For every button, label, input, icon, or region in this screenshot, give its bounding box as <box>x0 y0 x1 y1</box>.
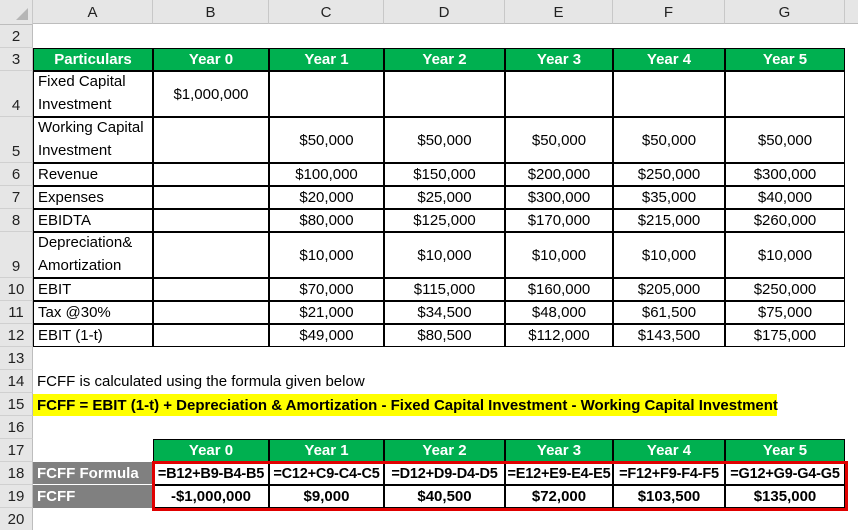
table2-header-year4[interactable]: Year 4 <box>613 439 725 462</box>
select-all-corner[interactable] <box>0 0 33 25</box>
row-header-11[interactable]: 11 <box>0 301 33 324</box>
table1-row-revenue-label[interactable]: Revenue <box>33 163 153 186</box>
row-header-19[interactable]: 19 <box>0 485 33 508</box>
table1-cell-g5[interactable]: $50,000 <box>725 117 845 163</box>
row-header-8[interactable]: 8 <box>0 209 33 232</box>
table1-row-ebidta-label[interactable]: EBIDTA <box>33 209 153 232</box>
row-header-12[interactable]: 12 <box>0 324 33 347</box>
table1-cell-d4[interactable] <box>384 71 505 117</box>
table1-cell-f5[interactable]: $50,000 <box>613 117 725 163</box>
table2-fcff-d19[interactable]: $40,500 <box>384 485 505 508</box>
table2-header-year1[interactable]: Year 1 <box>269 439 384 462</box>
table1-cell-b10[interactable] <box>153 278 269 301</box>
table1-cell-g12[interactable]: $175,000 <box>725 324 845 347</box>
table1-cell-g11[interactable]: $75,000 <box>725 301 845 324</box>
column-header-d[interactable]: D <box>384 0 505 24</box>
table1-cell-d7[interactable]: $25,000 <box>384 186 505 209</box>
row-header-15[interactable]: 15 <box>0 393 33 416</box>
table1-cell-f7[interactable]: $35,000 <box>613 186 725 209</box>
table2-fcff-c19[interactable]: $9,000 <box>269 485 384 508</box>
table1-cell-b9[interactable] <box>153 232 269 278</box>
table1-cell-f10[interactable]: $205,000 <box>613 278 725 301</box>
table2-formula-f18[interactable]: =F12+F9-F4-F5 <box>613 462 725 485</box>
row-header-5[interactable]: 5 <box>0 117 33 163</box>
column-header-b[interactable]: B <box>153 0 269 24</box>
table1-header-year2[interactable]: Year 2 <box>384 48 505 71</box>
table2-header-year3[interactable]: Year 3 <box>505 439 613 462</box>
row-header-7[interactable]: 7 <box>0 186 33 209</box>
table1-cell-d9[interactable]: $10,000 <box>384 232 505 278</box>
table1-cell-g7[interactable]: $40,000 <box>725 186 845 209</box>
table1-cell-e11[interactable]: $48,000 <box>505 301 613 324</box>
table1-cell-d5[interactable]: $50,000 <box>384 117 505 163</box>
row-header-18[interactable]: 18 <box>0 462 33 485</box>
column-header-e[interactable]: E <box>505 0 613 24</box>
table1-cell-e5[interactable]: $50,000 <box>505 117 613 163</box>
table1-cell-b4[interactable]: $1,000,000 <box>153 71 269 117</box>
table2-fcff-e19[interactable]: $72,000 <box>505 485 613 508</box>
table1-header-particulars[interactable]: Particulars <box>33 48 153 71</box>
table2-header-year2[interactable]: Year 2 <box>384 439 505 462</box>
row-header-16[interactable]: 16 <box>0 416 33 439</box>
table1-cell-f6[interactable]: $250,000 <box>613 163 725 186</box>
table1-cell-f11[interactable]: $61,500 <box>613 301 725 324</box>
table1-header-year5[interactable]: Year 5 <box>725 48 845 71</box>
table1-header-year0[interactable]: Year 0 <box>153 48 269 71</box>
table2-formula-label[interactable]: FCFF Formula <box>33 462 153 485</box>
select-all-triangle-icon <box>16 8 28 20</box>
table2-fcff-b19[interactable]: -$1,000,000 <box>153 485 269 508</box>
table1-cell-c11[interactable]: $21,000 <box>269 301 384 324</box>
table1-cell-c10[interactable]: $70,000 <box>269 278 384 301</box>
row-header-14[interactable]: 14 <box>0 370 33 393</box>
table1-cell-e10[interactable]: $160,000 <box>505 278 613 301</box>
table1-row-ebit-label[interactable]: EBIT <box>33 278 153 301</box>
table1-cell-d11[interactable]: $34,500 <box>384 301 505 324</box>
table1-cell-b6[interactable] <box>153 163 269 186</box>
table2-fcff-label[interactable]: FCFF <box>33 485 153 508</box>
fcff-formula-highlight[interactable]: FCFF = EBIT (1-t) + Depreciation & Amortization - Fixed Capital Investment - Working Capital Investment <box>33 394 777 416</box>
table1-cell-d6[interactable]: $150,000 <box>384 163 505 186</box>
table1-cell-g8[interactable]: $260,000 <box>725 209 845 232</box>
table1-cell-c9[interactable]: $10,000 <box>269 232 384 278</box>
table1-cell-e8[interactable]: $170,000 <box>505 209 613 232</box>
table1-cell-f9[interactable]: $10,000 <box>613 232 725 278</box>
row-header-6[interactable]: 6 <box>0 163 33 186</box>
table1-row-expenses-label[interactable]: Expenses <box>33 186 153 209</box>
column-header-f[interactable]: F <box>613 0 725 24</box>
row-header-2[interactable]: 2 <box>0 25 33 48</box>
row-header-3[interactable]: 3 <box>0 48 33 71</box>
table1-header-year1[interactable]: Year 1 <box>269 48 384 71</box>
row-header-4[interactable]: 4 <box>0 71 33 117</box>
table2-fcff-g19[interactable]: $135,000 <box>725 485 845 508</box>
table1-cell-d8[interactable]: $125,000 <box>384 209 505 232</box>
table2-fcff-f19[interactable]: $103,500 <box>613 485 725 508</box>
table1-cell-g6[interactable]: $300,000 <box>725 163 845 186</box>
table1-header-year3[interactable]: Year 3 <box>505 48 613 71</box>
table1-cell-c4[interactable] <box>269 71 384 117</box>
table1-cell-e7[interactable]: $300,000 <box>505 186 613 209</box>
table1-cell-f4[interactable] <box>613 71 725 117</box>
table2-formula-d18[interactable]: =D12+D9-D4-D5 <box>384 462 505 485</box>
table1-cell-b12[interactable] <box>153 324 269 347</box>
table1-cell-c8[interactable]: $80,000 <box>269 209 384 232</box>
table1-cell-b8[interactable] <box>153 209 269 232</box>
table1-header-year4[interactable]: Year 4 <box>613 48 725 71</box>
column-header-g[interactable]: G <box>725 0 845 24</box>
table1-cell-f12[interactable]: $143,500 <box>613 324 725 347</box>
table1-cell-d10[interactable]: $115,000 <box>384 278 505 301</box>
table1-cell-c5[interactable]: $50,000 <box>269 117 384 163</box>
table1-cell-c7[interactable]: $20,000 <box>269 186 384 209</box>
table1-cell-b7[interactable] <box>153 186 269 209</box>
table1-cell-e12[interactable]: $112,000 <box>505 324 613 347</box>
row-header-20[interactable]: 20 <box>0 508 33 530</box>
row-header-17[interactable]: 17 <box>0 439 33 462</box>
table1-cell-e9[interactable]: $10,000 <box>505 232 613 278</box>
table2-formula-b18[interactable]: =B12+B9-B4-B5 <box>153 462 269 485</box>
table2-header-year0[interactable]: Year 0 <box>153 439 269 462</box>
row-header-9[interactable]: 9 <box>0 232 33 278</box>
column-header-h[interactable] <box>845 0 858 24</box>
table2-formula-g18[interactable]: =G12+G9-G4-G5 <box>725 462 845 485</box>
table2-formula-e18[interactable]: =E12+E9-E4-E5 <box>505 462 613 485</box>
table1-row-depreciation-label[interactable]: Depreciation& Amortization <box>33 232 153 278</box>
table1-cell-g10[interactable]: $250,000 <box>725 278 845 301</box>
table1-cell-e6[interactable]: $200,000 <box>505 163 613 186</box>
table1-cell-f8[interactable]: $215,000 <box>613 209 725 232</box>
table2-header-year5[interactable]: Year 5 <box>725 439 845 462</box>
row-header-10[interactable]: 10 <box>0 278 33 301</box>
note-formula-intro[interactable]: FCFF is calculated using the formula given below <box>37 373 365 390</box>
table1-cell-c12[interactable]: $49,000 <box>269 324 384 347</box>
table1-cell-d12[interactable]: $80,500 <box>384 324 505 347</box>
table1-cell-e4[interactable] <box>505 71 613 117</box>
table1-row-working-capital-label[interactable]: Working Capital Investment <box>33 117 153 163</box>
row-header-13[interactable]: 13 <box>0 347 33 370</box>
table1-cell-b5[interactable] <box>153 117 269 163</box>
table1-cell-b11[interactable] <box>153 301 269 324</box>
table1-row-tax-label[interactable]: Tax @30% <box>33 301 153 324</box>
column-header-a[interactable]: A <box>33 0 153 24</box>
table1-row-ebit-after-tax-label[interactable]: EBIT (1-t) <box>33 324 153 347</box>
table1-cell-g4[interactable] <box>725 71 845 117</box>
table1-cell-g9[interactable]: $10,000 <box>725 232 845 278</box>
table1-row-fixed-capital-label[interactable]: Fixed Capital Investment <box>33 71 153 117</box>
table2-formula-c18[interactable]: =C12+C9-C4-C5 <box>269 462 384 485</box>
column-header-c[interactable]: C <box>269 0 384 24</box>
table1-cell-c6[interactable]: $100,000 <box>269 163 384 186</box>
